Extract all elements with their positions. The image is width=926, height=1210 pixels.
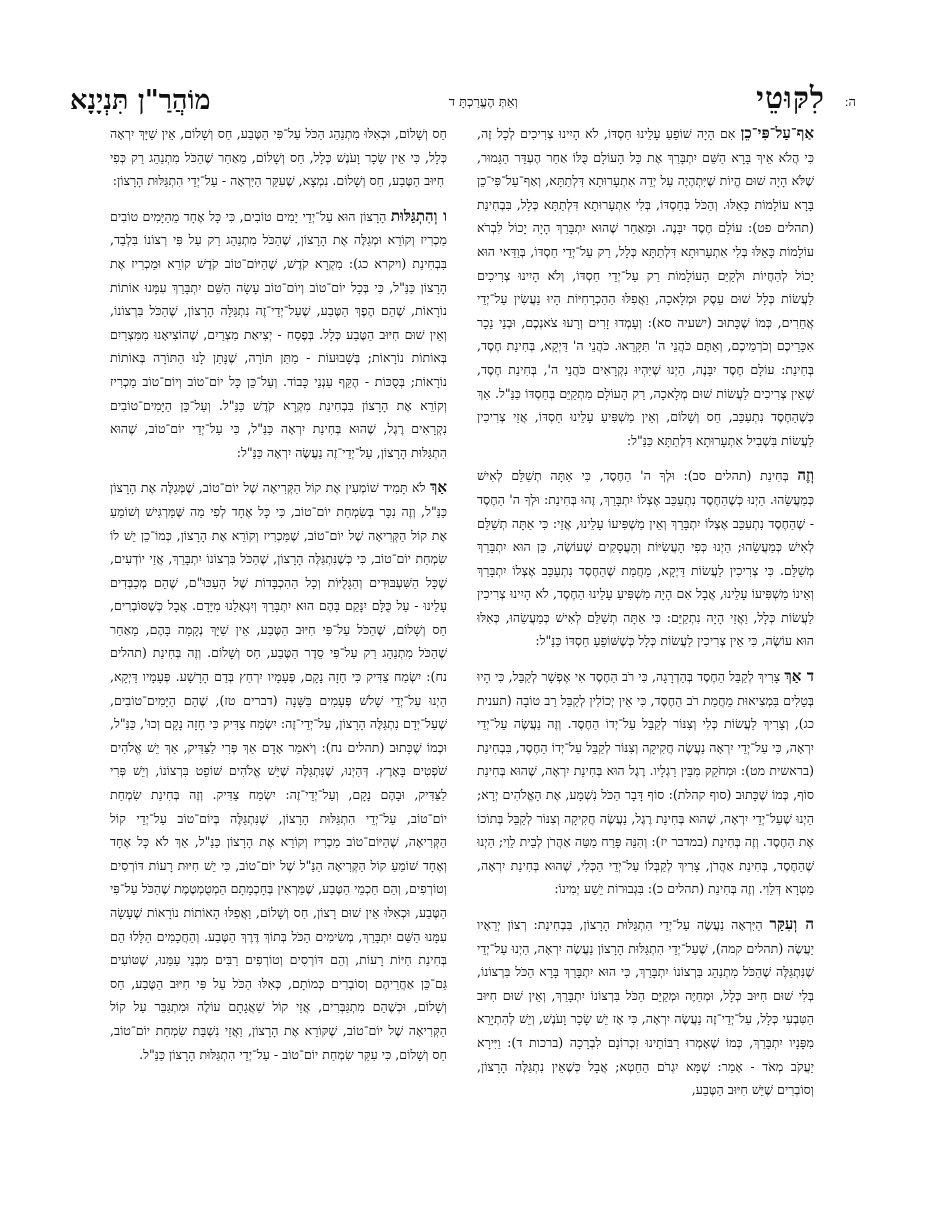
paragraph [477,665,814,901]
paragraph-text: חַס וְשָׁלוֹם, וּכְאִלּוּ מִתְנַהֵג הַכֹּל עַל־פִּי הַטֶּבַע, חַס וְשָׁלוֹם, אֵין שַׁיָּךְ יִרְאָה כְּלָל, כִּי אֵין שָׂכָר וָעֹנֶשׁ כְּלָל, חַס וְשָׁלוֹם, מֵאַחַר שֶׁהַכֹּל מִתְנַהֵג רַק כְּפִי חִיּוּב הַטֶּבַע, חַס וְשָׁלוֹם. נִמְצָא, שֶׁעִקַּר הַיִּרְאָה - עַל־יְדֵי הִתְגַּלּוּת הָרָצוֹן: [110,126,447,189]
book-title-right: לִקּוּטֵי [756,81,825,116]
paragraph-lead-word: ו וְהִתְגַּלּוּת [390,206,447,225]
paragraph-text: הָרָצוֹן הוּא עַל־יְדֵי יָמִים טוֹבִים, כִּי כָּל אֶחָד מֵהַיָּמִים טוֹבִים מַכְרִיז וְקוֹרֵא וּמְגַלֶּה אֶת הָרָצוֹן, שֶׁהַכֹּל מִתְנַהֵג רַק עַל פִּי רְצוֹנוֹ בִּלְבַד, בִּבְחִינַת (ויקרא כג): מִקְרָא קֹדֶשׁ, שֶׁהַיּוֹם־טוֹב קֹדֶשׁ קוֹרֵא וּמַכְרִיז אֶת הָרָצוֹן כַּנַּ"ל, כִּי בְּכָל יוֹם־טוֹב וְיוֹם־טוֹב עָשָׂה הַשֵּׁם יִתְבָּרַךְ עִמָּנוּ אוֹתוֹת נוֹרָאוֹת, שֶׁהֵם הֶפֶךְ הַטֶּבַע, שֶׁעַל־יְדֵי־זֶה נִתְגַּלָּה הָרָצוֹן, שֶׁהַכֹּל בִּרְצוֹנוֹ, וְאֵין שׁוּם חִיּוּב הַטֶּבַע כְּלָל. בְּפֶסַח - יְצִיאַת מִצְרַיִם, שֶׁהוֹצִיאָנוּ מִמִּצְרַיִם בְּאוֹתוֹת נוֹרָאוֹת; בְּשָׁבוּעוֹת - מַתַּן תּוֹרָה, שֶׁנָּתַן לָנוּ הַתּוֹרָה בְּאוֹתוֹת נוֹרָאוֹת; בְּסֻכּוֹת - הֶקֵּף עַנְנֵי כָּבוֹד. וְעַל־כֵּן כָּל יוֹם־טוֹב וְיוֹם־טוֹב מַכְרִיז וְקוֹרֵא אֶת הָרָצוֹן בִּבְחִינַת מִקְרָא קֹדֶשׁ כַּנַּ"ל. וְעַל־כֵּן הַיָּמִים־טוֹבִים נִקְרָאִים רֶגֶל, שֶׁהוּא בְּחִינַת יִרְאָה כַּנַּ"ל, כִּי עַל־יְדֵי יוֹם־טוֹב, שֶׁהוּא הִתְגַּלּוּת הָרָצוֹן, עַל־יְדֵי־זֶה נַעֲשֶׂה יִרְאָה כַּנַּ"ל: [110,208,447,460]
paragraph [477,913,814,1102]
paragraph-lead-word: אַךְ [429,478,447,497]
book-title-left: מוֹהֲרַ"ן תִּנְיָנָא [70,85,211,116]
paragraph-lead-word: ה וְעִקַּר [769,915,814,933]
page-marker: ה: [844,94,856,109]
paragraph [477,464,814,653]
paragraph-lead-word: ד אַךְ [784,667,814,686]
paragraph [477,122,814,452]
paragraph-text: בְּחִינַת (תהלים סב): וּלְךָ ה' הַחֶסֶד, כִּי אַתָּה תְשַׁלֵּם לְאִישׁ כְּמַעֲשֵׂהוּ. הַיְנוּ כְּשֶׁהַחֶסֶד נִתְעַכֵּב אֶצְלוֹ יִתְבָּרַךְ, זֶהוּ בְּחִינַת: וּלְךָ ה' הַחֶסֶד - שֶׁהַחֶסֶד נִתְעַכֵּב אֶצְלוֹ יִתְבָּרַךְ וְאֵין מַשְׁפִּיעוֹ עָלֵינוּ, אֲזַי: כִּי אַתָּה תְשַׁלֵּם לְאִישׁ כְּמַעֲשֵׂהוּ; הַיְנוּ כְּפִי הָעֲשִׂיּוֹת וְהָעֲסָקִים שֶׁעוֹשֶׂה, כֵּן הוּא יִתְבָּרַךְ מְשַׁלֵּם. כִּי צְרִיכִין לַעֲשׂוֹת דַּיְקָא, מֵחֲמַת שֶׁהַחֶסֶד נִתְעַכֵּב אֶצְלוֹ יִתְבָּרַךְ וְאֵינוֹ מַשְׁפִּיעוֹ עָלֵינוּ, אֲבָל אִם הָיָה מַשְׁפִּיעַ עָלֵינוּ הַחֶסֶד, לֹא הָיִינוּ צְרִיכִין לַעֲשׂוֹת כְּלָל, וַאֲזַי הָיָה נִתְקַיֵּם: כִּי אַתָּה תְשַׁלֵּם לְאִישׁ כְּמַעֲשֵׂהוּ, כְּאִלּוּ הוּא עוֹשֶׂה, כִּי אֵין צְרִיכִין לַעֲשׂוֹת כְּלָל כְּשֶׁשּׁוֹפֵעַ חַסְדּוֹ כַּנַּ"ל: [477,468,814,649]
right-column [477,122,814,1110]
paragraph-text: צָרִיךְ לְקַבֵּל הַחֶסֶד בְּהַדְרָגָה, כִּי רֹב הַחֶסֶד אִי אֶפְשָׁר לְקַבֵּל, כִּי הָיוּ בְּטֵלִים בִּמְצִיאוּת מֵחֲמַת רֹב הַחֶסֶד, כִּי אֵין יְכוֹלִין לְקַבֵּל רַב טוֹבָה (תענית כג), וְצָרִיךְ לַעֲשׂוֹת כְּלִי וְצִנּוֹר לְקַבֵּל עַל־יְדוֹ הַחֶסֶד. וְזֶה נַעֲשֶׂה עַל־יְדֵי יִרְאָה, כִּי עַל־יְדֵי יִרְאָה נַעֲשֶׂה חֲקִיקָה וְצִנּוֹר לְקַבֵּל עַל־יְדוֹ הַחֶסֶד, בִּבְחִינַת (בראשית מט): וּמְחֹקֵק מִבֵּין רַגְלָיו. רֶגֶל הוּא בְּחִינַת יִרְאָה, שֶׁהוּא בְּחִינַת סוֹף, כְּמוֹ שֶׁכָּתוּב (סוף קהלת): סוֹף דָּבָר הַכֹּל נִשְׁמָע, אֶת הָאֱלֹהִים יְרָא; הַיְנוּ שֶׁעַל־יְדֵי יִרְאָה, שֶׁהוּא בְּחִינַת רֶגֶל, נַעֲשֶׂה חֲקִיקָה וְצִנּוֹר לְקַבֵּל בְּתוֹכוֹ אֶת הַחֶסֶד. וְזֶה בְּחִינַת (במדבר יז): וְהִנֵּה פָּרַח מַטֵּה אַהֲרֹן לְבֵית לֵוִי; הַיְנוּ שֶׁהַחֶסֶד, בְּחִינַת אַהֲרֹן, צָרִיךְ לְקַבְּלוֹ עַל־יְדֵי הַכְּלִי, שֶׁהוּא בְּחִינַת יִרְאָה, מַטְרָא דְּלֵוִי. וְזֶה בְּחִינַת (תהלים כ): בִּגְבוּרוֹת יֵשַׁע יְמִינוֹ: [477,669,814,897]
paragraph-text: לֹא תָּמִיד שׁוֹמְעִין אֶת קוֹל הַקְּרִיאָה שֶׁל יוֹם־טוֹב, שֶׁמְּגַלֶּה אֶת הָרָצוֹן כַּנַּ"ל, וְזֶה נִכָּר בְּשִׂמְחַת יוֹם־טוֹב, כִּי כָּל אֶחָד לְפִי מַה שֶּׁמַּרְגִּישׁ וְשׁוֹמֵעַ אֶת קוֹל הַקְּרִיאָה שֶׁל יוֹם־טוֹב, שֶׁמַּכְרִיז וְקוֹרֵא אֶת הָרָצוֹן, כְּמוֹ־כֵן יֵשׁ לוֹ שִׂמְחַת יוֹם־טוֹב, כִּי כְּשֶׁנִּתְגַּלֶּה הָרָצוֹן, שֶׁהַכֹּל בִּרְצוֹנוֹ יִתְבָּרַךְ, אֲזַי יוֹדְעִים, שֶׁכָּל הַשִּׁעְבּוּדִים וְהַגָּלֻיּוֹת וְכָל הַהִכְבָּדוֹת שֶׁל הָעַכּוּ"ם, שֶׁהֵם מְכַבְּדִים עָלֵינוּ - עַל כֻּלָּם יִנָּקֵם בָּהֶם הוּא יִתְבָּרַךְ וְיִגְאָלֵנוּ מִיָּדָם. אֲבָל כְּשֶׁסּוֹבְרִים, חַס וְשָׁלוֹם, שֶׁהַכֹּל עַל־פִּי חִיּוּב הַטֶּבַע, אֵין שַׁיָּךְ נְקָמָה בָּהֶם, מֵאַחַר שֶׁהַכֹּל מִתְנַהֵג רַק עַל־פִּי סֵדֶר הַטֶּבַע, חַס וְשָׁלוֹם. וְזֶה בְּחִינַת (תהלים נח): יִשְׂמַח צַדִּיק כִּי חָזָה נָקָם, פְּעָמָיו יִרְחַץ בְּדַם הָרָשָׁע. פְּעָמָיו דַּיְקָא, הַיְנוּ עַל־יְדֵי שָׁלֹשׁ פְּעָמִים בַּשָּׁנָה (דברים טז), שֶׁהֵם הַיָּמִים־טוֹבִים, שֶׁעַל־יְדָם נִתְגַּלֶּה הָרָצוֹן, עַל־יְדֵי־זֶה: יִשְׂמַח צַדִּיק כִּי חָזָה נָקָם וְכוּ', כַּנַּ"ל, וּכְמוֹ שֶׁכָּתוּב (תהלים נח): וְיֹאמַר אָדָם אַךְ פְּרִי לַצַּדִּיק, אַךְ יֵשׁ אֱלֹהִים שֹׁפְטִים בָּאָרֶץ. דְּהַיְנוּ, שֶׁנִּתְגַּלֶּה שֶׁיֵּשׁ אֱלֹהִים שׁוֹפֵט בִּרְצוֹנוֹ, וְיֵשׁ פְּרִי לַצַּדִּיק, וּבָהֶם נָקָם, וְעַל־יְדֵי־זֶה: יִשְׂמַח צַדִּיק. וְזֶה בְּחִינַת שִׂמְחַת יוֹם־טוֹב, עַל־יְדֵי הִתְגַּלּוּת הָרָצוֹן, שֶׁנִּתְגַּלֶּה בְּיוֹם־טוֹב עַל־יְדֵי קוֹל הַקְּרִיאָה, שֶׁהַיּוֹם־טוֹב מַכְרִיז וְקוֹרֵא אֶת הָרָצוֹן כַּנַּ"ל, אַךְ לֹא כָּל אֶחָד וְאֶחָד שׁוֹמֵעַ קוֹל הַקְּרִיאָה הַנַּ"ל שֶׁל יוֹם־טוֹב, כִּי יֵשׁ חִיּוּת רָעוֹת דּוֹרְסִים וְטוֹרְפִים, וְהֵם חַכְמֵי הַטֶּבַע, שֶׁמַּרְאִין בְּחָכְמָתָם הַמְטֻמְטֶמֶת שֶׁהַכֹּל עַל־פִּי הַטֶּבַע, וּכְאִלּוּ אֵין שׁוּם רָצוֹן, חַס וְשָׁלוֹם, וַאֲפִלּוּ הָאוֹתוֹת נוֹרָאוֹת שֶׁעָשָׂה עִמָּנוּ הַשֵּׁם יִתְבָּרַךְ, מְשִׂימִים הַכֹּל בְּתוֹךְ דֶּרֶךְ הַטֶּבַע. וְהַחֲכָמִים הַלָּלוּ הֵם בְּחִינַת חַיּוֹת רָעוֹת, וְהֵם דּוֹרְסִים וְטוֹרְפִים רַבִּים מִבְּנֵי עַמֵּנוּ, שֶׁטּוֹעִים גַּם־כֵּן אַחֲרֵיהֶם וְסוֹבְרִים כְּמוֹתָם, כְּאִלּוּ הַכֹּל עַל פִּי חִיּוּב הַטֶּבַע, חַס וְשָׁלוֹם, וּכְשֶׁהֵם מִתְגַּבְּרִים, אֲזַי קוֹל שַׁאֲגָתָם עוֹלֶה וּמִתְגַּבֵּר עַל קוֹל הַקְּרִיאָה שֶׁל יוֹם־טוֹב, שֶׁקּוֹרֵא אֶת הָרָצוֹן, וַאֲזַי נִשְׁבַּת שִׂמְחַת יוֹם־טוֹב, חַס וְשָׁלוֹם, כִּי עִקַּר שִׂמְחַת יוֹם־טוֹב - עַל־יְדֵי הִתְגַּלּוּת הָרָצוֹן כַּנַּ"ל. [110,480,447,1062]
paragraph-lead-word: וְזֶה [797,466,814,485]
left-column [110,122,447,1110]
text-columns [110,122,814,1110]
paragraph [110,476,447,1066]
section-title: וְאַתְּ הֶעֱרַכְתָּ ד [448,95,518,110]
paragraph-text: הַיִּרְאָה נַעֲשֶׂה עַל־יְדֵי הִתְגַּלּוּת הָרָצוֹן, בִּבְחִינַת: רְצוֹן יְרֵאָיו יַעֲשֶׂה (תהלים קמה), שֶׁעַל־יְדֵי הִתְגַּלּוּת הָרָצוֹן נַעֲשֶׂה יִרְאָה, הַיְנוּ עַל־יְדֵי שֶׁנִּתְגַּלֶּה שֶׁהַכֹּל מִתְנַהֵג בִּרְצוֹנוֹ יִתְבָּרַךְ, כִּי הוּא יִתְבָּרַךְ בָּרָא הַכֹּל בִּרְצוֹנוֹ, בְּלִי שׁוּם חִיּוּב כְּלָל, וּמְחַיֶּה וּמְקַיֵּם הַכֹּל בִּרְצוֹנוֹ יִתְבָּרַךְ, וְאֵין שׁוּם חִיּוּב הַטִּבְעִי כְּלָל, עַל־יְדֵי־זֶה נַעֲשֶׂה יִרְאָה, כִּי אָז יֵשׁ שָׂכָר וָעֹנֶשׁ, וְיֵשׁ לְהִתְיָרֵא מִפָּנָיו יִתְבָּרַךְ, כְּמוֹ שֶׁאָמְרוּ רַבּוֹתֵינוּ זִכְרוֹנָם לִבְרָכָה (ברכות ד): וַיִּירָא יַעֲקֹב מְאֹד - אָמַר: שֶׁמָּא יִגְרֹם הַחֵטְא; אֲבָל כְּשֶׁאֵין נִתְגַּלֶּה הָרָצוֹן, וְסוֹבְרִים שֶׁיֵּשׁ חִיּוּב הַטֶּבַע, [477,917,814,1098]
page-header [70,76,856,116]
paragraph [110,122,447,193]
paragraph-lead-word: אַף־עַל־פִּי־כֵן [740,124,814,142]
paragraph-text: אִם הָיָה שׁוֹפֵעַ עָלֵינוּ חַסְדּוֹ, לֹא הָיִינוּ צְרִיכִים לְכָל זֶה, כִּי הֲלֹא אֵיךְ בָּרָא הַשֵּׁם יִתְבָּרַךְ אֶת כָּל הָעוֹלָם כֻּלּוֹ אַחַר הֶעְדֵּר הַגָּמוּר, שֶׁלֹּא הָיָה שׁוּם הֱיוֹת שֶׁיִּתְהֶיֶה עַל יְדֵה אִתְעָרוּתָא דִּלְתַתָּא, וְאַף־עַל־פִּי־כֵן בָּרָא עוֹלָמוֹת כָּאֵלּוּ. וְהַכֹּל בְּחַסְדּוֹ, בְּלִי אִתְעָרוּתָא דִּלְתַתָּא כְּלָל, בִּבְחִינַת (תהלים פט): עוֹלָם חֶסֶד יִבָּנֶה. וּמֵאַחַר שֶׁהוּא יִתְבָּרַךְ הָיָה יָכוֹל לִבְרֹא עוֹלָמוֹת כָּאֵלּוּ בְּלִי אִתְעָרוּתָא דִּלְתַתָּא כְּלָל, רַק עַל־יְדֵי חַסְדּוֹ, בְּוַדַּאי הוּא יָכוֹל לְהַחֲיוֹת וּלְקַיֵּם הָעוֹלָמוֹת רַק עַל־יְדֵי חַסְדּוֹ, וְלֹא הָיִינוּ צְרִיכִים לַעֲשׂוֹת כְּלָל שׁוּם עֵסֶק וּמְלָאכָה, וַאֲפִלּוּ הַהַכְרָחִיּוֹת הָיוּ נַעֲשִׂין עַל־יְדֵי אֲחֵרִים, כְּמוֹ שֶׁכָּתוּב (ישעיה סא): וְעָמְדוּ זָרִים וְרָעוּ צֹאנְכֶם, וּבְנֵי נֵכָר אִכָּרֵיכֶם וְכֹרְמֵיכֶם, וְאַתֶּם כֹּהֲנֵי ה' תִּקָּרֵאוּ. כֹּהֲנֵי ה' דַּיְקָא, בְּחִינַת חֶסֶד, בְּחִינַת: עוֹלָם חֶסֶד יִבָּנֶה, הַיְנוּ שֶׁיִּהְיוּ נִקְרָאִים כֹּהֲנֵי ה', בְּחִינַת חֶסֶד, שֶׁאֵין צְרִיכִים לַעֲשׂוֹת שׁוּם מְלָאכָה, רַק הָעוֹלָם מִתְקַיֵּם בְּחַסְדּוֹ כַּנַּ"ל. אַךְ כְּשֶׁהַחֶסֶד נִתְעַכֵּב, חַס וְשָׁלוֹם, וְאֵין מַשְׁפִּיעַ עָלֵינוּ חַסְדּוֹ, אֲזַי צְרִיכִין לַעֲשׂוֹת בִּשְׁבִיל אִתְעָרוּתָא דִּלְתַתָּא כַּנַּ"ל: [477,126,814,448]
paragraph [110,205,447,465]
